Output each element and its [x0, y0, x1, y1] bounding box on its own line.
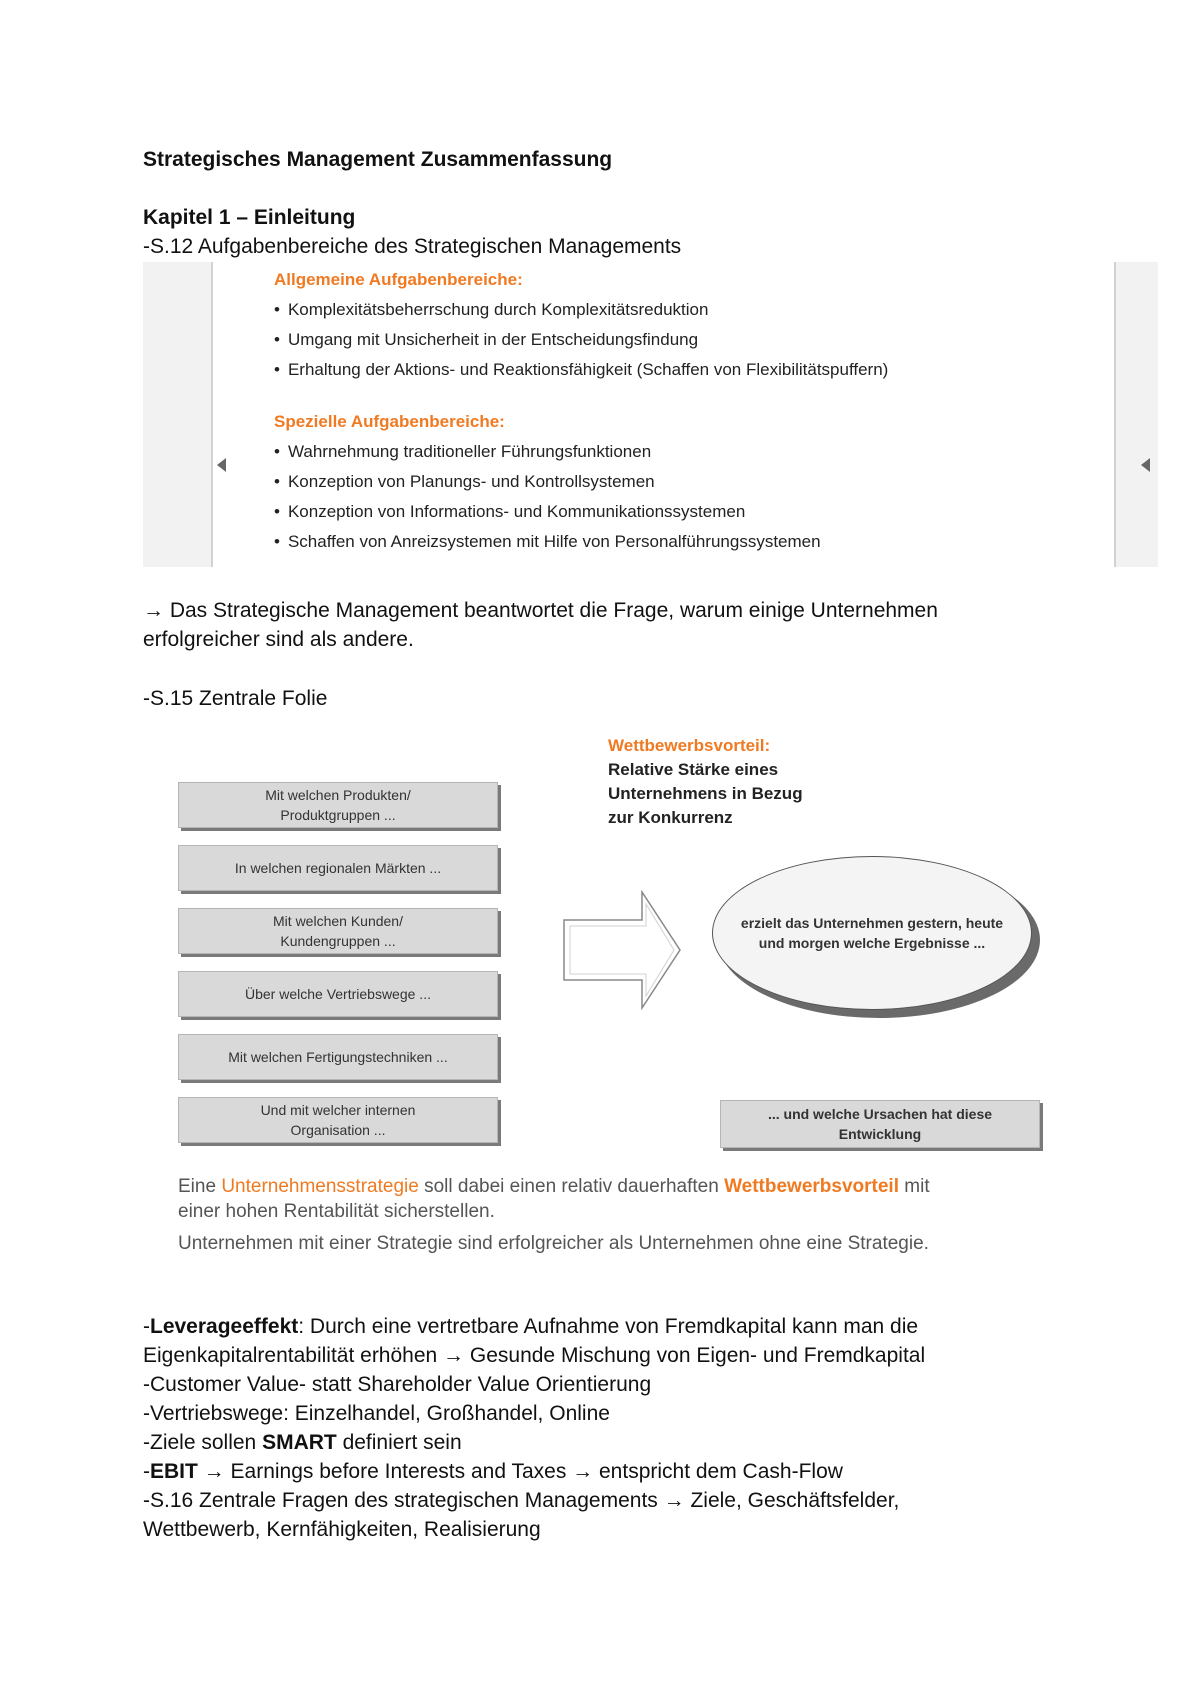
question-box — [178, 1034, 498, 1080]
question-box — [178, 782, 498, 828]
general-task-item: • Komplexitätsbeherrschung durch Komplexitätsreduktion — [274, 300, 708, 320]
section-s15-heading: -S.15 Zentrale Folie — [143, 687, 328, 710]
slide-zentrale-folie — [160, 730, 1060, 1310]
note-text: -Ziele sollen — [143, 1431, 263, 1454]
note-customer-value: -Customer Value- statt Shareholder Value Orientierung — [143, 1373, 652, 1396]
general-task-item: • Umgang mit Unsicherheit in der Entscheidungsfindung — [274, 330, 698, 350]
note-text: : Durch eine vertretbare Aufnahme von Fremdkapital kann man die — [298, 1315, 919, 1338]
note-vertriebswege: -Vertriebswege: Einzelhandel, Großhandel, Online — [143, 1402, 610, 1425]
slide-aufgabenbereiche — [143, 262, 1158, 567]
conclusion-line-2: erfolgreicher sind als andere. — [143, 628, 414, 651]
note-text: definiert sein — [336, 1431, 462, 1454]
collapse-left-arrow-icon[interactable] — [217, 458, 226, 472]
special-task-item: • Schaffen von Anreizsystemen mit Hilfe von Personalführungssystemen — [274, 532, 821, 552]
question-text: In welchen regionalen Märkten ... — [234, 860, 442, 876]
cause-box — [720, 1100, 1040, 1148]
advantage-line: Unternehmens in Bezug — [608, 784, 803, 803]
caption-text: mit — [899, 1176, 930, 1197]
general-tasks-heading: Allgemeine Aufgabenbereiche: — [274, 270, 523, 289]
question-box — [178, 971, 498, 1017]
results-ellipse — [712, 856, 1032, 1010]
question-box — [178, 1097, 498, 1143]
cause-text: ... und welche Ursachen hat diese Entwicklung — [767, 1106, 993, 1142]
advantage-line: Relative Stärke eines — [608, 760, 779, 779]
special-task-item: • Wahrnehmung traditioneller Führungsfunktionen — [274, 442, 651, 462]
note-text: → Earnings before Interests and Taxes → entspricht dem Cash-Flow — [197, 1460, 843, 1483]
question-box — [178, 845, 498, 891]
special-task-item: • Konzeption von Informations- und Kommunikationssystemen — [274, 502, 745, 522]
advantage-title: Wettbewerbsvorteil: — [608, 736, 771, 755]
advantage-definition — [608, 758, 803, 830]
question-text: Mit welchen Kunden/ Kundengruppen ... — [273, 913, 403, 949]
note-text: - — [143, 1460, 150, 1483]
slide-right-gutter — [1114, 262, 1158, 567]
right-arrow-icon — [562, 890, 682, 1010]
caption-text: soll dabei einen relativ dauerhaften — [418, 1176, 725, 1197]
note-leverage-line-2: Eigenkapitalrentabilität erhöhen → Gesunde Mischung von Eigen- und Fremdkapital — [143, 1344, 926, 1367]
note-s16-line-1: -S.16 Zentrale Fragen des strategischen Managements → Ziele, Geschäftsfelder, — [143, 1489, 900, 1512]
note-term: EBIT — [150, 1460, 198, 1483]
question-box — [178, 908, 498, 954]
caption-highlight-strategy: Unternehmensstrategie — [221, 1176, 419, 1197]
chapter-heading: Kapitel 1 – Einleitung — [143, 206, 356, 229]
collapse-right-arrow-icon[interactable] — [1141, 458, 1150, 472]
ellipse-text: erzielt das Unternehmen gestern, heute und morgen welche Ergebnisse ... — [740, 915, 1004, 951]
note-term: Leverageeffekt — [150, 1315, 299, 1338]
note-leverage — [143, 1312, 918, 1341]
caption-text: Eine — [178, 1176, 222, 1197]
note-text: - — [143, 1315, 150, 1338]
question-text: Mit welchen Produkten/ Produktgruppen ... — [265, 787, 411, 823]
question-text: Über welche Vertriebswege ... — [245, 986, 431, 1002]
conclusion-line-1: → Das Strategische Management beantwortet die Frage, warum einige Unternehmen — [143, 599, 938, 622]
note-s16-line-2: Wettbewerb, Kernfähigkeiten, Realisierung — [143, 1518, 541, 1541]
special-tasks-heading: Spezielle Aufgabenbereiche: — [274, 412, 505, 431]
caption-highlight-advantage: Wettbewerbsvorteil — [724, 1176, 899, 1197]
general-task-item: • Erhaltung der Aktions- und Reaktionsfähigkeit (Schaffen von Flexibilitätspuffern) — [274, 360, 888, 380]
advantage-line: zur Konkurrenz — [608, 808, 733, 827]
question-text: Mit welchen Fertigungstechniken ... — [228, 1049, 448, 1065]
question-text: Und mit welcher internen Organisation ... — [260, 1102, 416, 1138]
section-s12-heading: -S.12 Aufgabenbereiche des Strategischen Managements — [143, 235, 682, 258]
note-ziele — [143, 1428, 462, 1457]
document-title: Strategisches Management Zusammenfassung — [143, 148, 613, 171]
strategy-caption-line-2: einer hohen Rentabilität sicherstellen. — [178, 1201, 495, 1222]
note-ebit — [143, 1457, 843, 1486]
strategy-caption-line-1 — [178, 1176, 930, 1198]
note-term: SMART — [262, 1431, 337, 1454]
slide-left-gutter — [143, 262, 213, 567]
special-task-item: • Konzeption von Planungs- und Kontrollsystemen — [274, 472, 655, 492]
strategy-caption-line-3: Unternehmen mit einer Strategie sind erfolgreicher als Unternehmen ohne eine Strategie. — [178, 1233, 929, 1254]
